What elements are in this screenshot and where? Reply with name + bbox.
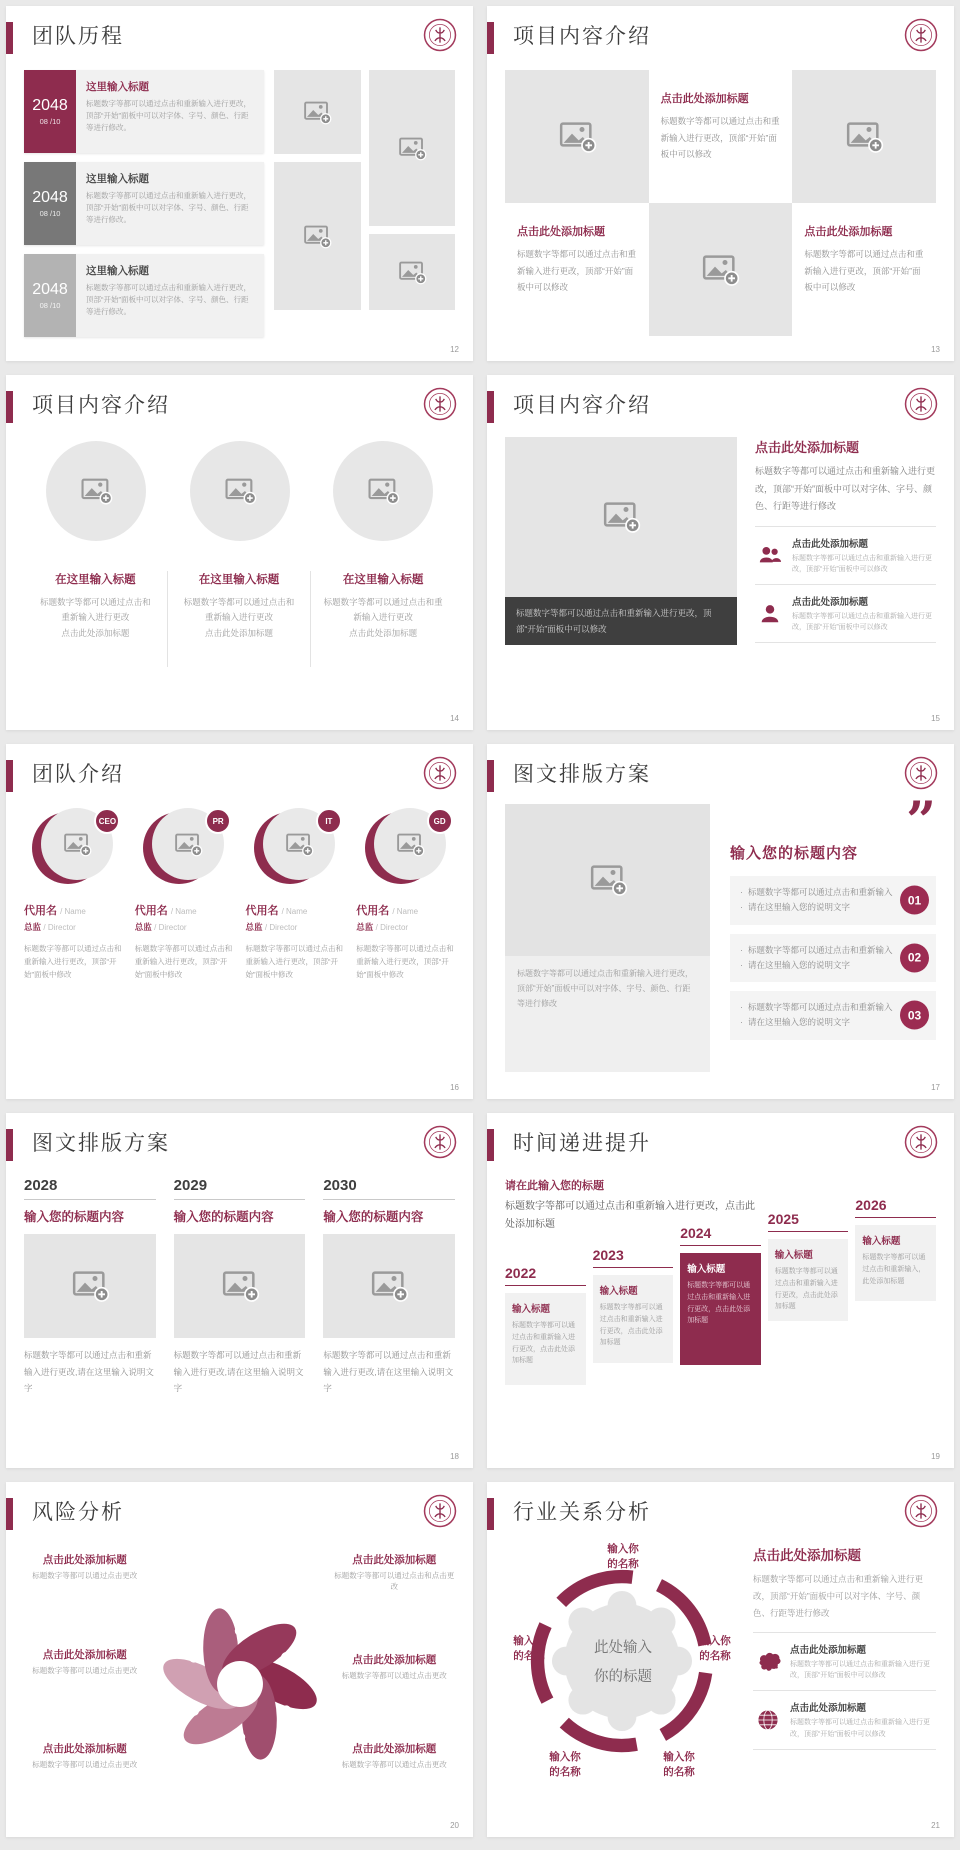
list-item [755,584,936,643]
cell-body: 标题数字等都可以通过点击和重新输入进行更改，顶部“开始”面板中可以修改 [660,116,780,160]
text-cell [505,203,649,336]
image-placeholder-icon [369,1268,409,1304]
slide-title: 项目内容介绍 [32,394,170,417]
school-seal-logo [904,1125,938,1159]
page-number: 17 [931,1083,940,1092]
image-placeholder-icon [366,476,400,506]
school-seal-logo [904,387,938,421]
team-member-card: IT 代用名 / Name 总监 / Director 标题数字等都可以通过点击和重新输入进行更改，顶部“开始”面板中修改 [246,806,345,1074]
image-placeholder [24,1234,156,1338]
numbered-list-card: · 标题数字等都可以通过点击和重新输入 · 请在这里输入您的说明文字 02 [730,934,936,983]
column-heading: 在这里输入标题 [55,574,136,586]
image-placeholder [505,70,649,203]
slide-16-team-intro [6,744,473,1099]
slide-17-layout-scheme [487,744,954,1099]
timeline-step: 2025 输入标题 标题数字等都可以通过点击和重新输入进行更改，点击此处添加标题 [768,1211,849,1385]
china-map-icon [755,1650,781,1674]
cell-heading: 点击此处添加标题 [804,226,893,238]
slide-18-layout-scheme-years [6,1113,473,1468]
slide-21-industry-relations [487,1482,954,1837]
title-accent-bar [487,760,494,792]
timeline-step: 2022 输入标题 标题数字等都可以通过点击和重新输入进行更改，点击此处添加标题 [505,1265,586,1385]
column-body: 标题数字等都可以通过点击和重新输入进行更改,请在这里输入说明文字 [24,1350,154,1394]
school-seal-logo [423,756,457,790]
petal-label: 输入你 的名称 [513,1635,545,1663]
slide-19-time-progression [487,1113,954,1468]
image-placeholder [274,162,361,310]
member-body: 标题数字等都可以通过点击和重新输入进行更改，顶部“开始”面板中修改 [24,944,122,979]
risk-label: 点击此处添加标题 标题数字等都可以通过点击更改 [32,1554,138,1580]
page-number: 20 [450,1821,459,1830]
slide-15-project-intro-image [487,375,954,730]
slide-title: 图文排版方案 [32,1132,170,1155]
item-heading: 点击此处添加标题 [792,538,869,550]
stair-timeline [505,1197,936,1385]
school-seal-logo [904,18,938,52]
number-badge: 01 [900,886,929,915]
risk-label: 点击此处添加标题 标题数字等都可以通过点击更改 [32,1648,138,1675]
image-placeholder [505,804,710,956]
step-year: 2025 [768,1211,849,1232]
image-placeholder-icon [220,1268,260,1304]
page-number: 16 [450,1083,459,1092]
image-placeholder-icon [70,1268,110,1304]
title-accent-bar [6,1498,13,1530]
people-icon [757,544,783,566]
year-column [323,1177,455,1445]
slide-13-project-intro [487,6,954,361]
column-body: 标题数字等都可以通过点击和重新输入进行更改 点击此处添加标题 [183,597,295,638]
numbered-list-card: · 标题数字等都可以通过点击和重新输入 · 请在这里输入您的说明文字 03 [730,991,936,1040]
year-box: 2048 08 /10 [24,162,76,245]
image-placeholder [274,70,361,154]
numbered-list-card: · 标题数字等都可以通过点击和重新输入 · 请在这里输入您的说明文字 01 [730,876,936,925]
circle-image-placeholder [333,441,433,541]
risk-label: 点击此处添加标题 标题数字等都可以通过点击更改 [341,1654,447,1680]
text-cell [792,203,936,336]
image-placeholder-icon [395,831,425,858]
column-heading: 在这里输入标题 [342,574,424,586]
feature-column [311,441,455,709]
school-seal-logo [904,387,938,421]
slide-header [6,744,473,802]
slide-header [487,1113,954,1171]
school-seal-logo [423,387,457,421]
title-accent-bar [6,760,13,792]
page-number: 13 [931,345,940,354]
timeline-step: 2026 输入标题 标题数字等都可以通过点击和重新输入，此处添加标题 [855,1197,936,1385]
image-placeholder [369,234,456,310]
page-number: 15 [931,714,940,723]
column-heading: 在这里输入标题 [198,574,280,586]
image-placeholder-icon [302,223,332,250]
slide-title: 行业关系分析 [513,1501,651,1524]
slide-header [487,375,954,433]
school-seal-logo [904,1494,938,1528]
role-badge: CEO [94,808,120,834]
heart-icon [235,1733,244,1742]
school-seal-logo [423,18,457,52]
aperture-diagram [150,1550,330,1818]
school-seal-logo [904,18,938,52]
column-body: 标题数字等都可以通过点击和重新输入进行更改,请在这里输入说明文字 [173,1350,304,1394]
school-seal-logo [423,756,457,790]
section-body: 标题数字等都可以通过点击和重新输入进行更改，顶部“开始”面板中可以对字体、字号、颜色、行距等进行修改 [755,466,936,512]
list-item [753,1690,936,1749]
section-heading: 点击此处添加标题 [755,440,860,455]
image-placeholder-icon [588,862,628,898]
page-number: 21 [931,1821,940,1830]
row-body: 标题数字等都可以通过点击和重新输入进行更改，顶部“开始”面板中可以对字体、字号、颜色、行距等进行修改。 [86,99,251,132]
school-seal-logo [904,756,938,790]
timeline-row [24,70,264,153]
year-box: 2048 08 /10 [24,70,76,153]
slide-header [487,6,954,64]
member-body: 标题数字等都可以通过点击和重新输入进行更改，顶部“开始”面板中修改 [134,944,233,979]
year-column [24,1177,156,1445]
circle-image-placeholder [190,441,290,541]
step-year: 2024 [680,1225,761,1246]
column-heading: 输入您的标题内容 [173,1210,274,1224]
title-accent-bar [487,1129,494,1161]
image-placeholder [174,1234,306,1338]
slide-header [487,1482,954,1540]
year-box: 2048 08 /10 [24,254,76,337]
school-seal-logo [423,1494,457,1528]
timeline-row [24,162,264,245]
image-placeholder-icon [844,119,884,155]
petal-label: 输入你 的名称 [699,1635,731,1663]
row-heading: 这里输入标题 [86,173,149,185]
page-number: 19 [931,1452,940,1461]
year-label: 2030 [323,1177,455,1200]
slide-title: 团队介绍 [32,763,124,786]
item-heading: 点击此处添加标题 [790,1703,867,1715]
lungs-icon [235,1626,244,1635]
section-body: 标题数字等都可以通过点击和重新输入进行更改，顶部“开始”面板中可以对字体、字号、颜色、行距等进行修改 [753,1574,924,1618]
slide-title: 风险分析 [32,1501,124,1524]
section-heading: 点击此处添加标题 [753,1548,861,1563]
timeline-row [24,254,264,337]
year-label: 2029 [174,1177,306,1200]
row-body: 标题数字等都可以通过点击和重新输入进行更改，顶部“开始”面板中可以对字体、字号、颜色、行距等进行修改。 [86,283,251,316]
image-placeholder [505,437,737,597]
image-placeholder-icon [601,499,641,535]
section-heading: 输入您的标题内容 [730,845,859,862]
school-seal-logo [904,756,938,790]
feature-column [168,441,312,709]
circle-image-placeholder [46,441,146,541]
title-accent-bar [487,391,494,423]
timeline-step-highlight: 2024 输入标题 标题数字等都可以通过点击和重新输入进行更改，点击此处添加标题 [680,1225,761,1385]
intro-body: 标题数字等都可以通过点击和重新输入进行更改，点击此处添加标题 [505,1201,755,1230]
image-placeholder-icon [62,831,92,858]
slide-20-risk-analysis [6,1482,473,1837]
item-body: 标题数字等都可以通过点击和重新输入进行更改，顶部“开始”面板中可以修改 [792,613,932,632]
labels-right [334,1550,456,1776]
title-accent-bar [6,391,13,423]
member-body: 标题数字等都可以通过点击和重新输入进行更改，顶部“开始”面板中修改 [245,944,343,979]
image-masonry [274,70,455,338]
item-heading: 点击此处添加标题 [792,597,869,609]
number-badge: 02 [900,943,929,972]
number-badge: 03 [900,1001,929,1030]
checkerboard-grid [505,70,936,338]
column-body: 标题数字等都可以通过点击和重新输入进行更改,请在这里输入说明文字 [323,1350,454,1394]
slide-title: 团队历程 [32,25,124,48]
cell-heading: 点击此处添加标题 [660,93,749,105]
title-accent-bar [6,1129,13,1161]
page-number: 18 [450,1452,459,1461]
timeline-list [24,70,264,338]
school-seal-logo [904,1494,938,1528]
petal-label: 输入你 的名称 [549,1750,581,1778]
school-seal-logo [423,18,457,52]
role-badge: IT [316,808,342,834]
image-placeholder [649,203,793,336]
image-placeholder [369,70,456,226]
image-placeholder-icon [397,259,427,286]
school-seal-logo [423,387,457,421]
year-column [174,1177,306,1445]
step-year: 2023 [593,1247,674,1268]
item-body: 标题数字等都可以通过点击和重新输入进行更改，顶部“开始”面板中可以修改 [792,554,932,573]
image-placeholder [792,70,936,203]
role-badge: GD [427,808,453,834]
team-member-card: GD 代用名 / Name 总监 / Director 标题数字等都可以通过点击和重新输入进行更改，顶部“开始”面板中修改 [356,806,455,1074]
risk-label: 点击此处添加标题 标题数字等都可以通过点击和点击更改 [334,1554,455,1591]
slide-header [6,1113,473,1171]
image-placeholder-icon [557,119,597,155]
slide-12-team-history [6,6,473,361]
item-body: 标题数字等都可以通过点击和重新输入进行更改，顶部“开始”面板中可以修改 [790,1661,930,1680]
quote-icon: ” [906,791,936,852]
year-label: 2028 [24,1177,156,1200]
slide-title: 图文排版方案 [513,763,651,786]
slide-header [6,1482,473,1540]
team-member-card: CEO 代用名 / Name 总监 / Director 标题数字等都可以通过点击和重新输入进行更改，顶部“开始”面板中修改 [24,806,123,1074]
item-body: 标题数字等都可以通过点击和重新输入进行更改，顶部“开始”面板中可以修改 [790,1719,930,1738]
globe-icon [755,1708,781,1732]
image-placeholder-icon [173,831,203,858]
school-seal-logo [423,1125,457,1159]
column-body: 标题数字等都可以通过点击和重新输入进行更改 点击此处添加标题 [323,597,443,638]
column-heading: 输入您的标题内容 [24,1210,125,1224]
title-accent-bar [6,22,13,54]
image-placeholder [323,1234,455,1338]
list-item [755,526,936,584]
slide-title: 时间递进提升 [513,1132,651,1155]
column-heading: 输入您的标题内容 [323,1210,424,1224]
step-year: 2026 [855,1197,936,1218]
school-seal-logo [904,1125,938,1159]
cell-heading: 点击此处添加标题 [517,226,605,238]
image-placeholder-icon [284,831,314,858]
slide-header [6,6,473,64]
image-placeholder-icon [79,476,113,506]
slide-header [487,744,954,802]
role-badge: PR [205,808,231,834]
cell-body: 标题数字等都可以通过点击和重新输入进行更改，顶部“开始”面板中可以修改 [804,249,924,293]
feature-column [24,441,168,709]
item-heading: 点击此处添加标题 [790,1645,867,1656]
timeline-step: 2023 输入标题 标题数字等都可以通过点击和重新输入进行更改，点击此处添加标题 [593,1247,674,1385]
slide-14-project-intro-circles [6,375,473,730]
team-member-card: PR 代用名 / Name 总监 / Director 标题数字等都可以通过点击和重新输入进行更改，顶部“开始”面板中修改 [135,806,234,1074]
image-caption: 标题数字等都可以通过点击和重新输入进行更改，顶部“开始”面板中可以修改 [505,597,737,645]
slide-title: 项目内容介绍 [513,394,651,417]
row-heading: 这里输入标题 [86,81,149,93]
labels-left [24,1550,146,1776]
text-cell [649,70,793,203]
member-body: 标题数字等都可以通过点击和重新输入进行更改，顶部“开始”面板中修改 [356,944,454,979]
title-accent-bar [487,1498,494,1530]
intro-heading: 请在此输入您的标题 [505,1180,604,1192]
cell-body: 标题数字等都可以通过点击和重新输入进行更改，顶部“开始”面板中可以修改 [517,249,637,293]
image-with-caption [505,437,737,705]
row-body: 标题数字等都可以通过点击和重新输入进行更改，顶部“开始”面板中可以对字体、字号、颜色、行距等进行修改。 [86,191,251,224]
image-placeholder-icon [397,135,427,162]
flower-diagram [505,1542,741,1780]
column-body: 标题数字等都可以通过点击和重新输入进行更改 点击此处添加标题 [40,597,151,638]
petal-label: 输入你 的名称 [663,1750,695,1778]
diagram-center-title: 此处输入 你的标题 [594,1640,652,1685]
title-accent-bar [487,22,494,54]
slide-header [6,375,473,433]
image-placeholder-icon [223,476,257,506]
school-seal-logo [423,1494,457,1528]
page-number: 12 [450,345,459,354]
list-item [753,1632,936,1690]
image-placeholder-icon [700,252,740,288]
step-year: 2022 [505,1265,586,1286]
image-caption: 标题数字等都可以通过点击和重新输入进行更改，顶部“开始”面板中可以对字体、字号、颜色、行距等进行修改 [517,969,693,1009]
image-with-caption [505,804,710,1072]
row-heading: 这里输入标题 [86,265,149,277]
slide-title: 项目内容介绍 [513,25,651,48]
image-placeholder-icon [302,99,332,126]
page-number: 14 [450,714,459,723]
risk-label: 点击此处添加标题 标题数字等都可以通过点击更改 [32,1743,138,1769]
petal-label: 输入你 的名称 [607,1543,639,1571]
school-seal-logo [423,1125,457,1159]
risk-label: 点击此处添加标题 标题数字等都可以通过点击更改 [341,1743,447,1769]
person-icon [757,603,783,625]
